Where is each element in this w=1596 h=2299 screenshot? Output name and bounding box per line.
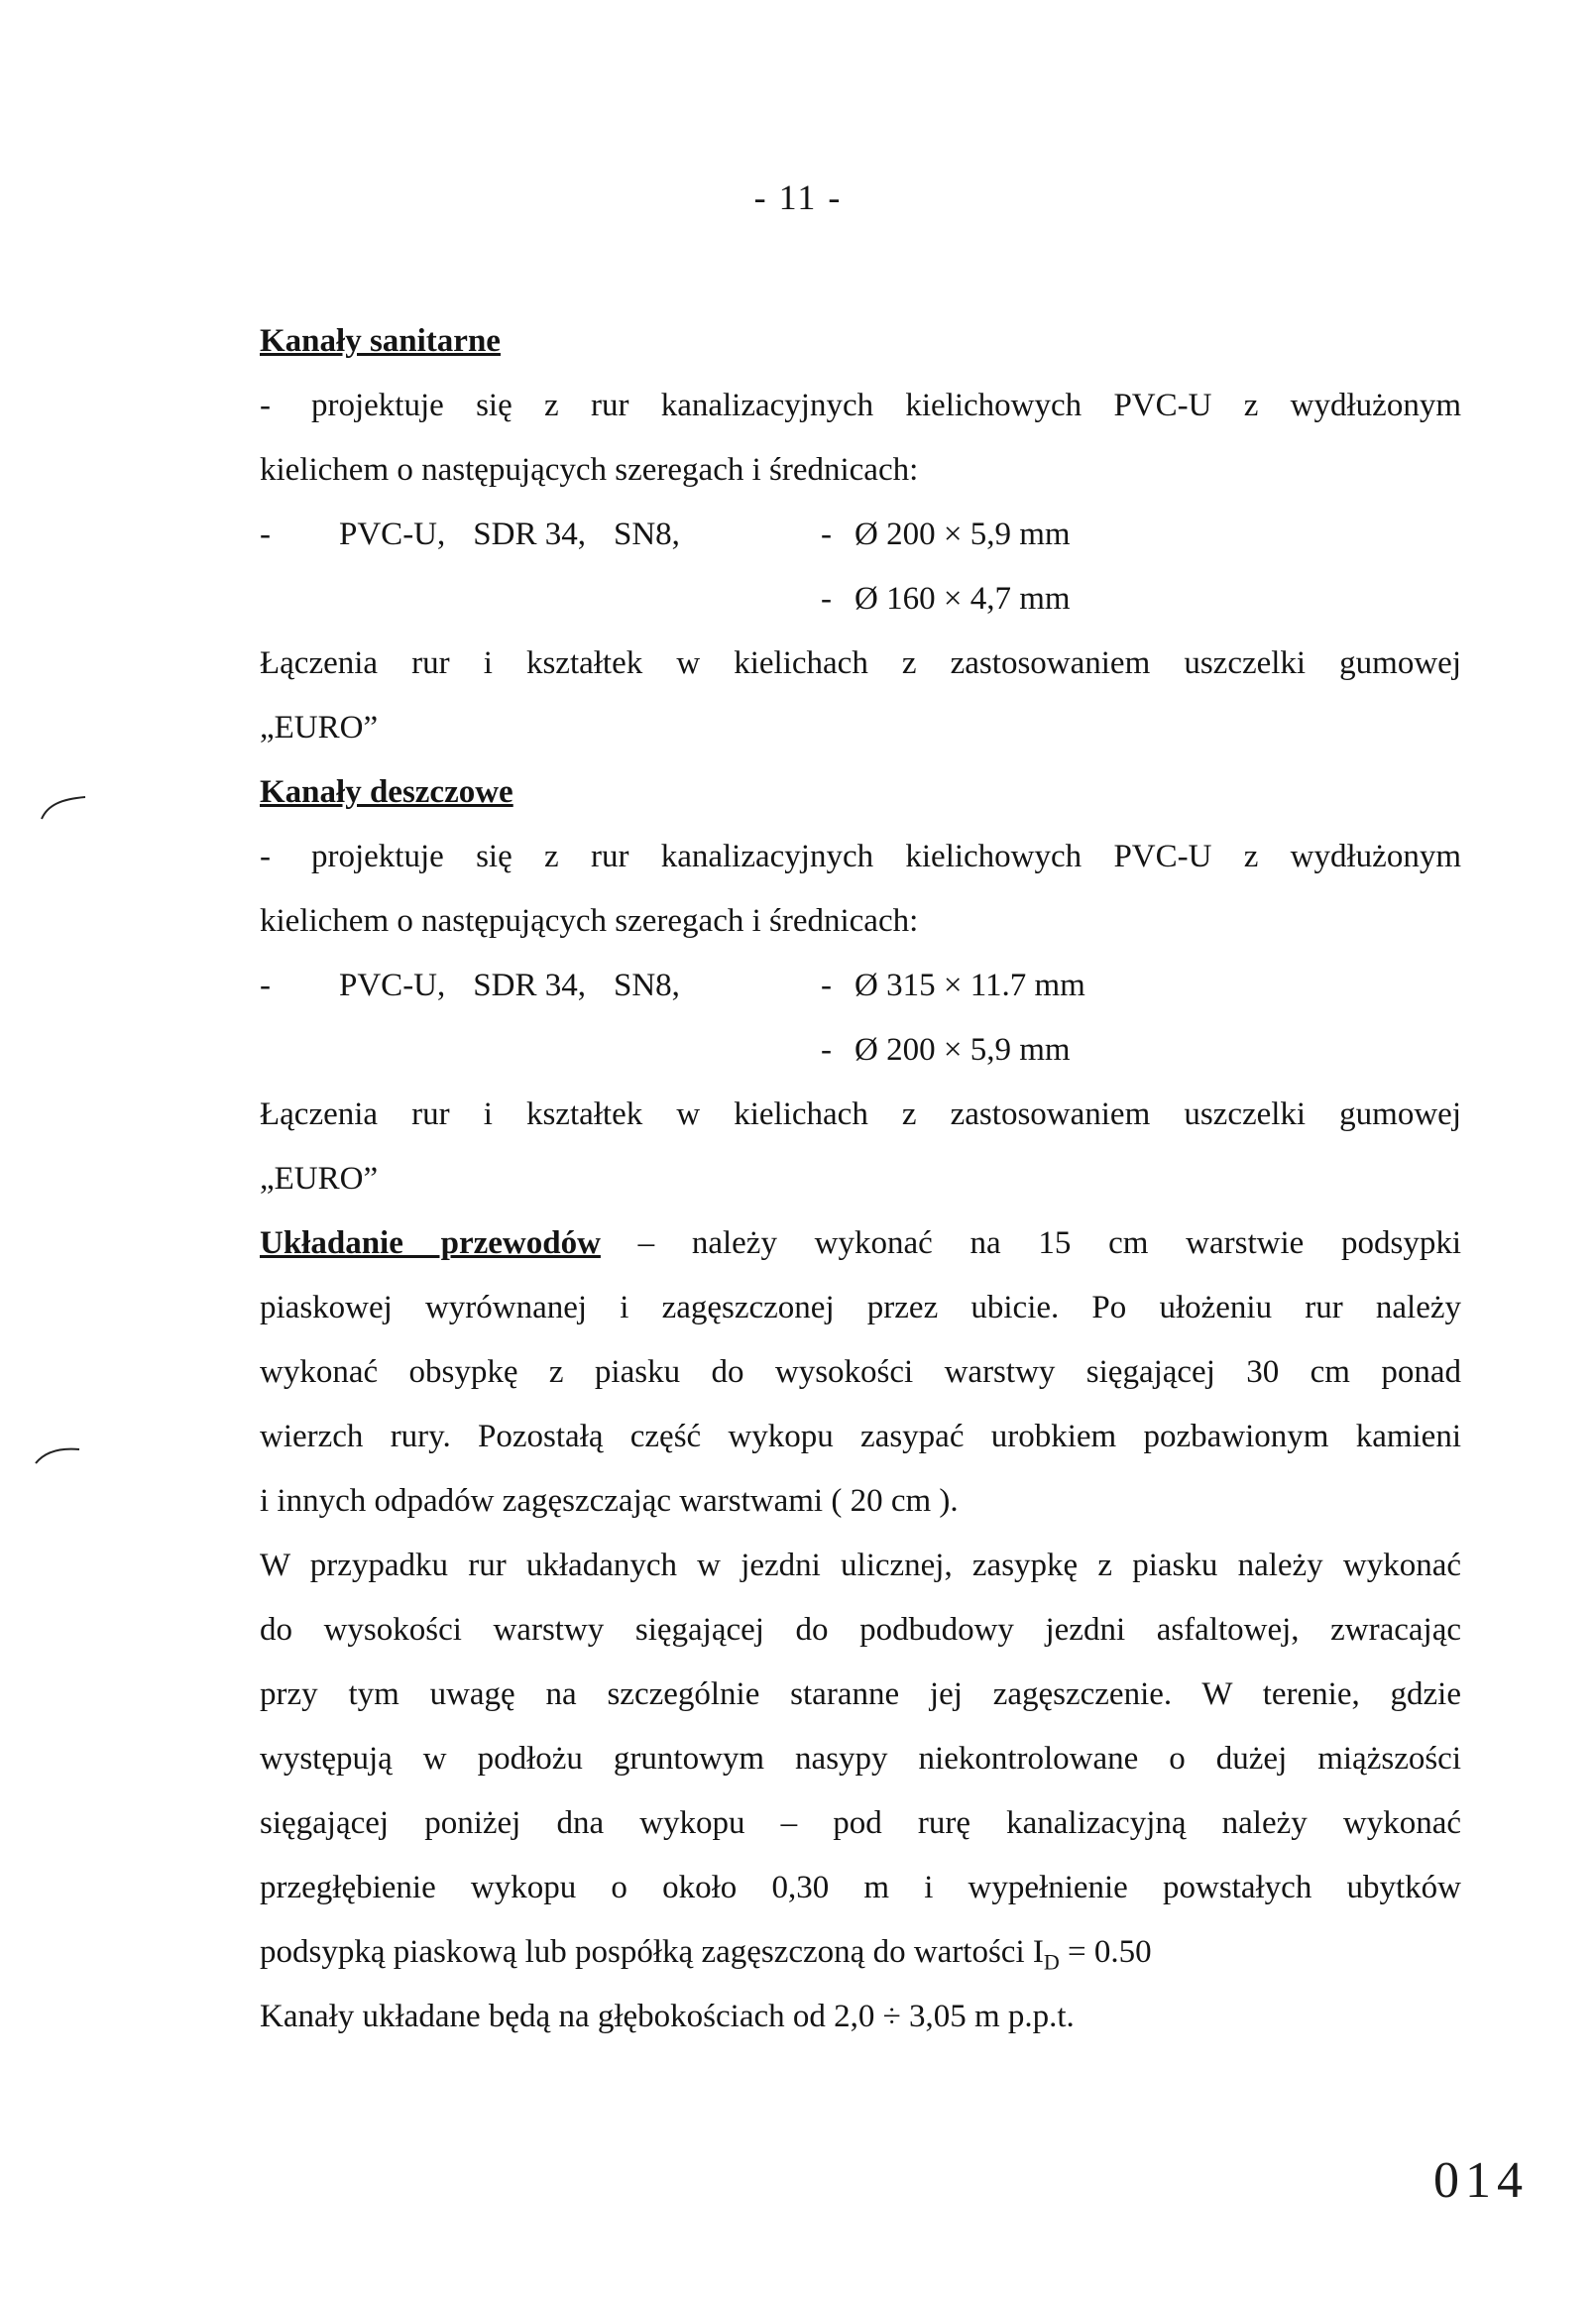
heading-sanitary: Kanały sanitarne bbox=[260, 323, 501, 359]
stamp-number: 014 bbox=[1433, 2152, 1529, 2209]
spec-sdr: SDR 34, bbox=[473, 968, 586, 1003]
spec-sn: SN8, bbox=[613, 517, 680, 552]
sanitary-joint-line1: Łączenia rur i kształtek w kielichach z zastosowaniem uszczelki gumowej bbox=[260, 645, 1461, 681]
road-line4: występują w podłożu gruntowym nasypy niekontrolowane o dużej miąższości bbox=[260, 1741, 1461, 1777]
road-line5: sięgającej poniżej dna wykopu – pod rurę kanalizacyjną należy wykonać bbox=[260, 1805, 1461, 1841]
laying-line4: wierzch rury. Pozostałą część wykopu zasypać urobkiem pozbawionym kamieni bbox=[260, 1419, 1461, 1454]
depth-line: Kanały układane będą na głębokościach od 2,0 ÷ 3,05 m p.p.t. bbox=[260, 1999, 1075, 2034]
laying-line1: Układanie przewodów – należy wykonać na 15 cm warstwie podsypki bbox=[260, 1225, 1461, 1261]
road-line2: do wysokości warstwy sięgającej do podbudowy jezdni asfaltowej, zwracając bbox=[260, 1612, 1461, 1648]
storm-joint-line2: „EURO” bbox=[260, 1161, 379, 1197]
storm-intro-line1: - projektuje się z rur kanalizacyjnych kielichowych PVC-U z wydłużonym bbox=[260, 839, 1461, 874]
spec-material: PVC-U, bbox=[339, 517, 446, 552]
sanitary-spec-row-2: - Ø 160 × 4,7 mm bbox=[260, 567, 1461, 632]
spec-dimension: Ø 200 × 5,9 mm bbox=[855, 1032, 1071, 1068]
storm-spec-row-2: - Ø 200 × 5,9 mm bbox=[260, 1018, 1461, 1083]
margin-mark-lower bbox=[34, 1437, 83, 1467]
spec-sn: SN8, bbox=[613, 968, 680, 1003]
subscript-d: D bbox=[1043, 1949, 1060, 1975]
sanitary-intro-line1: - projektuje się z rur kanalizacyjnych kielichowych PVC-U z wydłużonym bbox=[260, 388, 1461, 423]
sanitary-spec-row-1: - PVC-U, SDR 34, SN8, - Ø 200 × 5,9 mm bbox=[260, 503, 1461, 567]
spec-dimension: Ø 315 × 11.7 mm bbox=[855, 968, 1085, 1003]
road-line3: przy tym uwagę na szczególnie staranne jej zagęszczenie. W terenie, gdzie bbox=[260, 1676, 1461, 1712]
spec-sdr: SDR 34, bbox=[473, 517, 586, 552]
storm-joint-line1: Łączenia rur i kształtek w kielichach z zastosowaniem uszczelki gumowej bbox=[260, 1096, 1461, 1132]
page-number: - 11 - bbox=[753, 177, 843, 217]
laying-line5: i innych odpadów zagęszczając warstwami ( 20 cm ). bbox=[260, 1483, 959, 1519]
heading-storm: Kanały deszczowe bbox=[260, 774, 513, 810]
spec-dimension: Ø 160 × 4,7 mm bbox=[855, 581, 1071, 617]
spec-dimension: Ø 200 × 5,9 mm bbox=[855, 517, 1071, 552]
document-body bbox=[260, 309, 1461, 2049]
road-line7: podsypką piaskową lub pospółką zagęszczoną do wartości $I_D = 0.50$ bbox=[260, 1934, 1152, 1975]
spec-material: PVC-U, bbox=[339, 968, 446, 1003]
heading-laying: Układanie przewodów bbox=[260, 1225, 601, 1261]
sanitary-joint-line2: „EURO” bbox=[260, 710, 379, 746]
laying-line2: piaskowej wyrównanej i zagęszczonej przez ubicie. Po ułożeniu rur należy bbox=[260, 1290, 1461, 1325]
storm-intro-line2: kielichem o następujących szeregach i średnicach: bbox=[260, 903, 919, 939]
storm-spec-row-1: - PVC-U, SDR 34, SN8, - Ø 315 × 11.7 mm bbox=[260, 954, 1461, 1018]
road-line1: W przypadku rur układanych w jezdni ulicznej, zasypkę z piasku należy wykonać bbox=[260, 1548, 1461, 1583]
sanitary-intro-line2: kielichem o następujących szeregach i średnicach: bbox=[260, 452, 919, 488]
margin-mark-upper bbox=[40, 793, 89, 823]
laying-line3: wykonać obsypkę z piasku do wysokości warstwy sięgającej 30 cm ponad bbox=[260, 1354, 1461, 1390]
road-line6: przegłębienie wykopu o około 0,30 m i wypełnienie powstałych ubytków bbox=[260, 1870, 1461, 1905]
